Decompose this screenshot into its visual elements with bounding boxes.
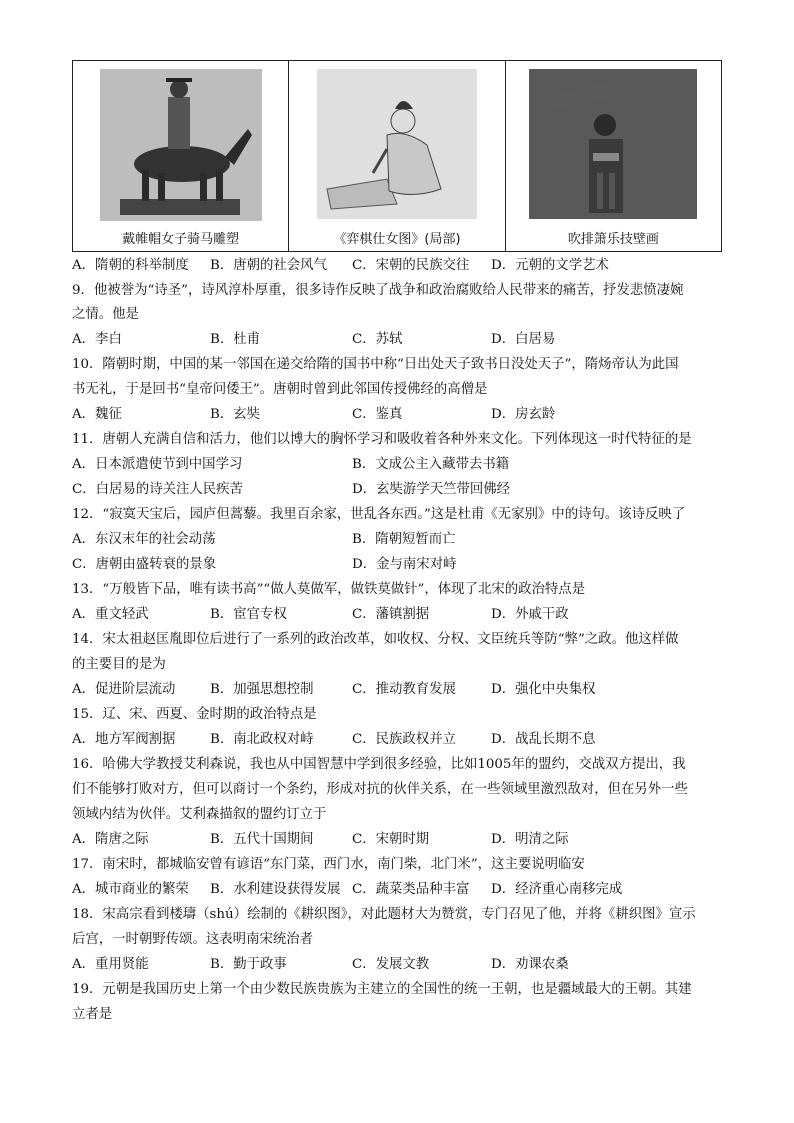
q12-option-c: C．唐朝由盛转衰的景象: [72, 557, 217, 572]
q9-option-a: A．李白: [72, 332, 122, 347]
q11-stem-line-1: 11．唐朝人充满自信和活力，他们以博大的胸怀学习和吸收着各种外来文化。下列体现这一时代特征的是: [72, 432, 692, 447]
lady-playing-weiqi-icon: [317, 69, 477, 219]
q16-stem-line-2: 们不能够打败对方，但可以商讨一个条约，形成对抗的伙伴关系，在一些领域里激烈敌对，但在另外一些: [72, 782, 688, 797]
q18-stem-line-2: 后宫，一时朝野传颂。这表明南宋统治者: [72, 932, 314, 947]
q14-option-a: A．促进阶层流动: [72, 682, 176, 697]
q18-option-a: A．重用贤能: [72, 957, 149, 972]
q11-option-a: A．日本派遣使节到中国学习: [72, 457, 243, 472]
caption-painting: 《弈棋仕女图》(局部): [333, 232, 461, 247]
q13-stem-line-1: 13．“万般皆下品，唯有读书高”“做人莫做军，做铁莫做针”，体现了北宋的政治特点是: [72, 582, 586, 597]
q16-option-b: B．五代十国期间: [210, 832, 314, 847]
q17-option-a: A．城市商业的繁荣: [72, 882, 189, 897]
panpipe-mural: [529, 69, 697, 219]
q9-stem-line-2: 之情。他是: [72, 307, 139, 322]
q16-option-c: C．宋朝时期: [352, 832, 430, 847]
image-table: [72, 60, 722, 252]
q17-stem-line-1: 17．南宋时，都城临安曾有谚语“东门菜，西门水，南门柴，北门米”，这主要说明临安: [72, 857, 585, 872]
q17-option-d: D．经济重心南移完成: [491, 882, 623, 897]
q15-option-b: B．南北政权对峙: [210, 732, 314, 747]
q9-option-b: B．杜甫: [210, 332, 261, 347]
q14-stem-line-1: 14．宋太祖赵匡胤即位后进行了一系列的政治改革，如收权、分权、文臣统兵等防“弊”之政。他这样做: [72, 632, 679, 647]
q10-stem-line-1: 10．隋朝时期，中国的某一邻国在递交给隋的国书中称“日出处天子致书日没处天子”，隋炀帝认为此国: [72, 357, 679, 372]
q11-option-c: C．白居易的诗关注人民疾苦: [72, 482, 243, 497]
q15-option-c: C．民族政权并立: [352, 732, 456, 747]
q14-option-c: C．推动教育发展: [352, 682, 456, 697]
q8-option-d: D．元朝的文学艺术: [491, 258, 609, 273]
q17-option-b: B．水利建设获得发展: [210, 882, 341, 897]
q8-option-b: B．唐朝的社会风气: [210, 258, 327, 273]
q13-option-a: A．重文轻武: [72, 607, 149, 622]
q15-option-d: D．战乱长期不息: [491, 732, 596, 747]
q12-stem-line-1: 12．“寂寞天宝后，园庐但蒿藜。我里百余家，世乱各东西。”这是杜甫《无家别》中的诗句。该诗反映了: [72, 507, 686, 522]
q14-option-b: B．加强思想控制: [210, 682, 314, 697]
q13-option-b: B．宦官专权: [210, 607, 287, 622]
weiqi-painting: [317, 69, 477, 219]
caption-mural: 吹排箫乐技壁画: [567, 232, 659, 247]
q16-option-d: D．明清之际: [491, 832, 569, 847]
q10-option-a: A．魏征: [72, 407, 122, 422]
q12-option-d: D．金与南宋对峙: [352, 557, 457, 572]
q16-option-a: A．隋唐之际: [72, 832, 149, 847]
q15-stem-line-1: 15．辽、宋、西夏、金时期的政治特点是: [72, 707, 317, 722]
q12-option-b: B．隋朝短暂而亡: [352, 532, 456, 547]
q13-option-d: D．外戚干政: [491, 607, 569, 622]
q12-option-a: A．东汉末年的社会动荡: [72, 532, 216, 547]
horse-rider-sculpture-icon: [100, 69, 262, 221]
q14-option-d: D．强化中央集权: [491, 682, 596, 697]
q17-option-c: C．蔬菜类品种丰富: [352, 882, 470, 897]
q18-stem-line-1: 18．宋高宗看到楼璹（shú）绘制的《耕织图》，对此题材大为赞赏，专门召见了他，并将《耕织图》宣示: [72, 907, 696, 922]
q11-option-b: B．文成公主入藏带去书籍: [352, 457, 510, 472]
q19-stem-line-2: 立者是: [72, 1007, 113, 1022]
image-cell-painting: [289, 61, 505, 251]
q14-stem-line-2: 的主要目的是为: [72, 657, 166, 672]
q10-option-d: D．房玄龄: [491, 407, 556, 422]
image-cell-sculpture: [73, 61, 289, 251]
caption-sculpture: 戴帷帽女子骑马雕塑: [122, 232, 240, 247]
image-cell-mural: [506, 61, 721, 251]
q9-option-d: D．白居易: [491, 332, 556, 347]
sculpture-photo: [100, 69, 262, 221]
q19-stem-line-1: 19．元朝是我国历史上第一个由少数民族贵族为主建立的全国性的统一王朝，也是疆域最大的王朝。其建: [72, 982, 692, 997]
q9-option-c: C．苏轼: [352, 332, 403, 347]
q10-option-b: B．玄奘: [210, 407, 261, 422]
q9-stem-line-1: 9．他被誉为“诗圣”，诗风淳朴厚重，很多诗作反映了战争和政治腐败给人民带来的痛苦，抒发悲愤凄婉: [72, 283, 684, 298]
q15-option-a: A．地方军阀割据: [72, 732, 176, 747]
q11-option-d: D．玄奘游学天竺带回佛经: [352, 482, 511, 497]
q10-stem-line-2: 书无礼，于是回书“皇帝问倭王”。唐朝时曾到此邻国传授佛经的高僧是: [72, 382, 488, 397]
q10-option-c: C．鉴真: [352, 407, 403, 422]
q18-option-d: D．劝课农桑: [491, 957, 569, 972]
q16-stem-line-3: 领域内结为伙伴。艾利森描叙的盟约订立于: [72, 807, 327, 822]
q13-option-c: C．藩镇割据: [352, 607, 430, 622]
q16-stem-line-1: 16．哈佛大学教授艾利森说，我也从中国智慧中学到很多经验，比如1005年的盟约，交战双方提出，我: [72, 757, 686, 772]
panpipe-musician-mural-icon: [529, 69, 697, 219]
q18-option-c: C．发展文教: [352, 957, 430, 972]
q18-option-b: B．勤于政事: [210, 957, 287, 972]
q8-option-c: C．宋朝的民族交往: [352, 258, 470, 273]
q8-option-a: A．隋朝的科举制度: [72, 258, 189, 273]
